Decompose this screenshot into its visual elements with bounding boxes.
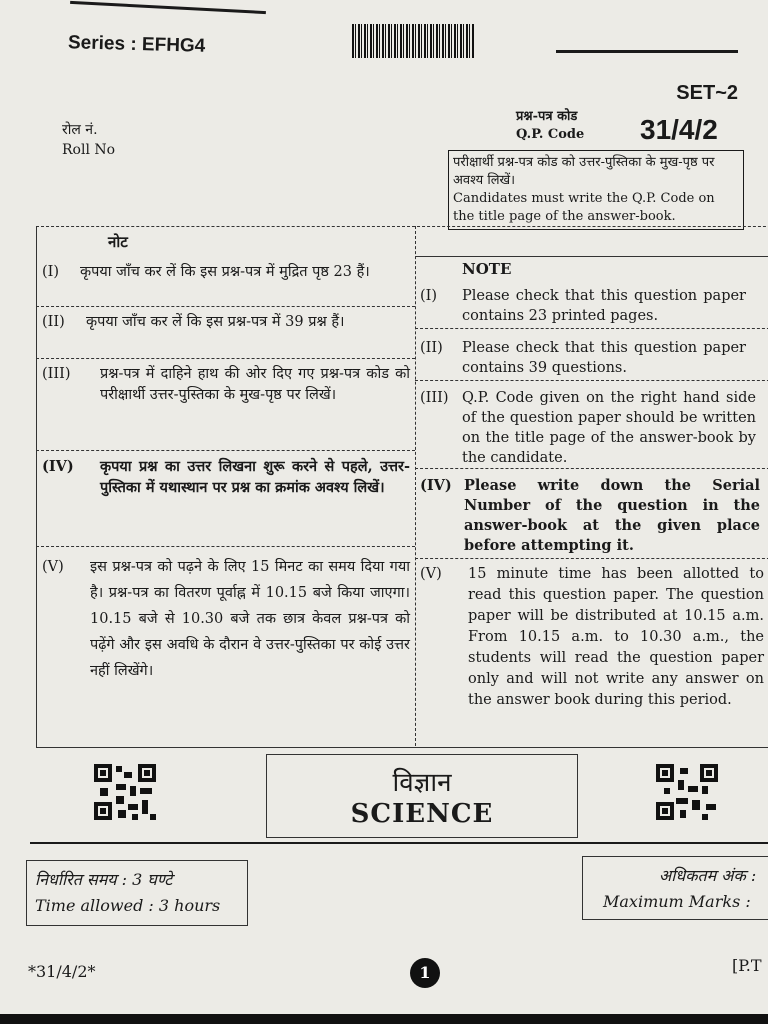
row-divider-en-2 [415,380,768,381]
note-hi-2 [42,312,410,333]
set-label: SET~2 [676,82,738,104]
series-label: Series : EFHG4 [67,32,206,57]
note-en-1 [420,286,746,326]
note-en-3-num: (III) [420,390,449,406]
note-hi-1 [42,262,410,283]
bottom-edge [0,1014,768,1024]
note-en-5-text: 15 minute time has been allotted to read this question paper. The question paper will be distributed at 10.15 a.m. From 10.15 a.m. to 10.30 a.m., the students will read the question paper only and will not write any answer on the answer book during this period. [468,566,764,708]
note-hi-3-text: प्रश्न-पत्र में दाहिने हाथ की ओर दिए गए प्रश्न-पत्र कोड को परीक्षार्थी उत्तर-पुस्तिका के मुख-पृष्ठ पर लिखें। [100,366,410,403]
row-divider-hi-2 [36,358,415,359]
subject-underline [30,842,768,844]
note-en-4 [420,476,760,556]
note-hi-3 [42,364,410,406]
note-heading-hindi: नोट [108,233,128,251]
qr-code-right-icon [656,764,718,820]
note-hi-1-text: कृपया जाँच कर लें कि इस प्रश्न-पत्र में मुद्रित पृष्ठ 23 हैं। [80,264,370,280]
row-divider-en-1 [415,328,768,329]
time-allowed-hindi: निर्धारित समय : 3 घण्टे [35,870,173,889]
maximum-marks-english: Maximum Marks : [603,892,751,911]
note-en-2-text: Please check that this question paper contains 39 questions. [462,340,746,376]
note-hi-5-text: इस प्रश्न-पत्र को पढ़ने के लिए 15 मिनट का समय दिया गया है। प्रश्न-पत्र का वितरण पूर्वाह्न में 10.15 बजे किया जाएगा। 10.15 बजे से 10.30 बजे तक छात्र केवल प्रश्न-पत्र को पढ़ेंगे और इस अवधि के दौरान वे उत्तर-पुस्तिका पर कोई उत्तर नहीं लिखेंगे। [90,559,410,679]
row-divider-hi-3 [36,450,415,451]
note-en-2-num: (II) [420,340,443,356]
note-en-1-text: Please check that this question paper contains 23 printed pages. [462,288,746,324]
footer-code: *31/4/2* [28,962,96,981]
maximum-marks-hindi: अधिकतम अंक : [659,866,757,885]
barcode-icon [352,24,474,58]
please-turn-over: [P.T [732,956,762,975]
note-hi-4-num: (IV) [42,458,74,475]
qp-code-label [516,108,584,144]
top-right-rule [556,50,738,53]
note-en-4-text: Please write down the Serial Number of the question in the answer-book at the given place before attempting it. [464,477,760,554]
notes-column-divider [415,226,416,746]
candidate-note-english: Candidates must write the Q.P. Code on the title page of the answer-book. [453,191,715,224]
note-en-3 [420,388,756,468]
note-en-1-num: (I) [420,288,438,304]
qp-code: 31/4/2 [640,114,718,145]
qr-code-left-icon [94,764,156,820]
roll-label-english: Roll No [62,142,116,158]
qp-code-label-hindi: प्रश्न-पत्र कोड [516,109,578,124]
qp-code-label-english: Q.P. Code [516,127,585,142]
note-en-2 [420,338,746,378]
page-number: 1 [410,958,440,988]
top-left-rule [70,1,266,14]
candidate-note-hindi: परीक्षार्थी प्रश्न-पत्र कोड को उत्तर-पुस्तिका के मुख-पृष्ठ पर अवश्य लिखें। [453,155,715,188]
roll-number-label [62,120,115,160]
note-en-5 [420,564,764,711]
subject-box [266,754,578,838]
time-allowed-box [26,860,248,926]
note-heading-english: NOTE [462,260,512,278]
roll-label-hindi: रोल नं. [62,122,98,138]
time-allowed-english: Time allowed : 3 hours [35,896,221,915]
row-divider-en-4 [415,558,768,559]
note-hi-3-num: (III) [42,366,71,382]
note-hi-5 [42,554,410,684]
subject-hindi: विज्ञान [392,768,452,798]
note-en-3-text: Q.P. Code given on the right hand side of the question paper should be written on the title page of the answer-book by the candidate. [462,390,756,466]
row-divider-hi-4 [36,546,415,547]
maximum-marks-box [582,856,768,920]
note-hi-2-num: (II) [42,314,65,330]
note-hi-2-text: कृपया जाँच कर लें कि इस प्रश्न-पत्र में 39 प्रश्न हैं। [86,314,345,330]
note-hi-1-num: (I) [42,264,60,280]
row-divider-hi-1 [36,306,415,307]
note-hi-4 [42,456,410,498]
subject-english: SCIENCE [350,799,494,829]
candidate-instruction-box [448,150,744,230]
note-hi-4-text: कृपया प्रश्न का उत्तर लिखना शुरू करने से पहले, उत्तर-पुस्तिका में यथास्थान पर प्रश्न का क्रमांक अवश्य लिखें। [100,458,410,496]
note-en-5-num: (V) [420,566,442,582]
note-hi-5-num: (V) [42,559,64,575]
note-en-4-num: (IV) [420,477,452,494]
row-divider-en-3 [415,468,768,469]
note-header-rule [415,256,768,257]
